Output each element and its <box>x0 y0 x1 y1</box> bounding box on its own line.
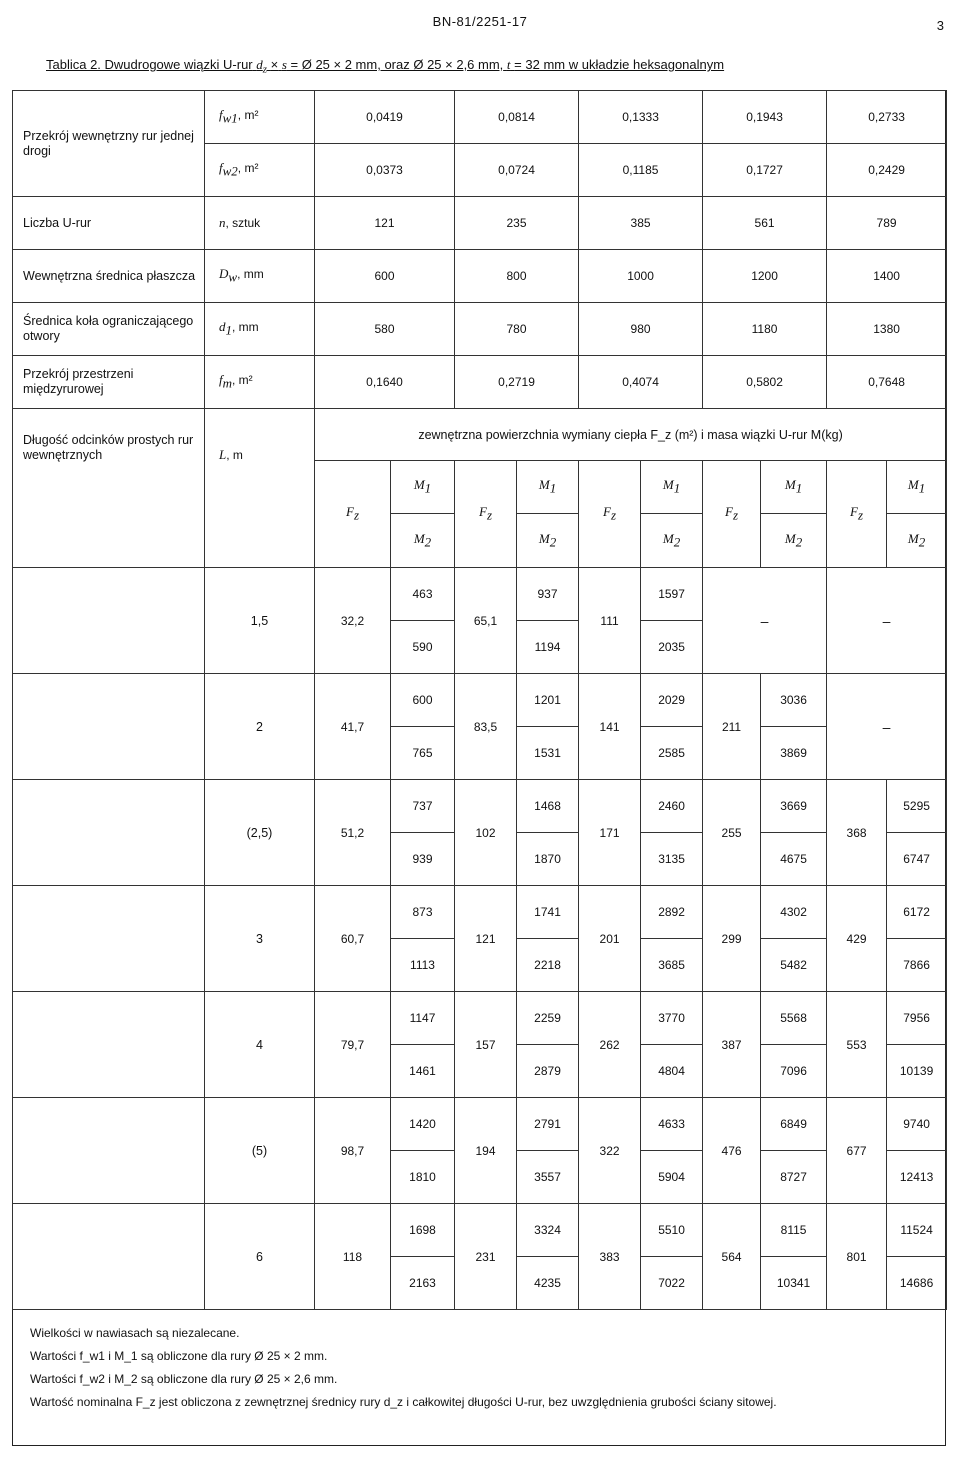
symbol-L: L, m <box>205 409 315 568</box>
d1-value: 1180 <box>703 303 827 356</box>
m1-value: 5568 <box>761 992 827 1045</box>
m1-value: 5510 <box>641 1204 703 1257</box>
length-value: 6 <box>205 1204 315 1310</box>
symbol-fm: $f_m$, m² <box>205 356 315 409</box>
header-m2: $M_2$ <box>517 514 579 568</box>
m2-value: 4675 <box>761 833 827 886</box>
length-row-spacer <box>13 1098 205 1204</box>
fz-value: 98,7 <box>315 1098 391 1204</box>
fw1-value: 0,1943 <box>703 91 827 144</box>
caption-dz: d <box>256 57 263 72</box>
m1-value: 1741 <box>517 886 579 939</box>
fm-value: 0,2719 <box>455 356 579 409</box>
m2-value: 1194 <box>517 621 579 674</box>
document-code: BN-81/2251-17 <box>432 14 528 29</box>
m2-value: 8727 <box>761 1151 827 1204</box>
m1-value: 2259 <box>517 992 579 1045</box>
header-fz: $F_z$ <box>579 461 641 568</box>
m1-value: 7956 <box>887 992 947 1045</box>
empty-group-dash: – <box>827 568 947 674</box>
n-value: 561 <box>703 197 827 250</box>
caption-dims: = Ø 25 × 2 mm, oraz Ø 25 × 2,6 mm, <box>290 57 504 72</box>
m1-value: 1147 <box>391 992 455 1045</box>
fz-value: 383 <box>579 1204 641 1310</box>
m2-value: 2879 <box>517 1045 579 1098</box>
m1-value: 3324 <box>517 1204 579 1257</box>
header-fz: $F_z$ <box>827 461 887 568</box>
note: Wartość nominalna F_z jest obliczona z zewnętrznej średnicy rury d_z i całkowitej długości U-rur, bez uwzględnienia grubości ściany sitowej. <box>30 1395 777 1409</box>
m2-value: 6747 <box>887 833 947 886</box>
m2-value: 3869 <box>761 727 827 780</box>
m1-value: 1420 <box>391 1098 455 1151</box>
fm-value: 0,1640 <box>315 356 455 409</box>
n-value: 121 <box>315 197 455 250</box>
table-caption <box>46 57 724 76</box>
fz-value: 211 <box>703 674 761 780</box>
m1-value: 2791 <box>517 1098 579 1151</box>
caption-dz-sub: z <box>262 63 267 76</box>
length-row-spacer <box>13 1204 205 1310</box>
footnotes <box>30 1322 930 1414</box>
label-dw: Wewnętrzna średnica płaszcza <box>13 250 205 303</box>
fz-value: 65,1 <box>455 568 517 674</box>
m1-value: 6849 <box>761 1098 827 1151</box>
m1-value: 9740 <box>887 1098 947 1151</box>
m1-value: 6172 <box>887 886 947 939</box>
fm-value: 0,5802 <box>703 356 827 409</box>
m2-value: 3557 <box>517 1151 579 1204</box>
length-row-spacer <box>13 568 205 674</box>
m2-value: 1810 <box>391 1151 455 1204</box>
m1-value: 4633 <box>641 1098 703 1151</box>
m2-value: 3135 <box>641 833 703 886</box>
m2-value: 590 <box>391 621 455 674</box>
m1-value: 5295 <box>887 780 947 833</box>
length-row-spacer <box>13 674 205 780</box>
n-value: 385 <box>579 197 703 250</box>
header-fz: $F_z$ <box>703 461 761 568</box>
m2-value: 10341 <box>761 1257 827 1310</box>
caption-prefix: Tablica 2. Dwudrogowe wiązki U-rur <box>46 57 253 72</box>
label-przekroj: Przekrój wewnętrzny rur jednej drogi <box>13 91 205 197</box>
fz-value: 102 <box>455 780 517 886</box>
m2-value: 3685 <box>641 939 703 992</box>
label-length: Długość odcinków prostych rur wewnętrznych <box>13 409 205 568</box>
fz-value: 387 <box>703 992 761 1098</box>
d1-value: 980 <box>579 303 703 356</box>
m1-value: 2892 <box>641 886 703 939</box>
m2-value: 12413 <box>887 1151 947 1204</box>
note: Wartości f_w2 i M_2 są obliczone dla rury Ø 25 × 2,6 mm. <box>30 1372 338 1386</box>
fz-value: 51,2 <box>315 780 391 886</box>
length-value: 3 <box>205 886 315 992</box>
fz-value: 201 <box>579 886 641 992</box>
m2-value: 7022 <box>641 1257 703 1310</box>
header-m1: $M_1$ <box>887 461 947 514</box>
fm-value: 0,4074 <box>579 356 703 409</box>
fz-value: 429 <box>827 886 887 992</box>
length-value: (5) <box>205 1098 315 1204</box>
m1-value: 4302 <box>761 886 827 939</box>
m2-value: 1531 <box>517 727 579 780</box>
length-row-spacer <box>13 780 205 886</box>
m2-value: 4804 <box>641 1045 703 1098</box>
m2-value: 2585 <box>641 727 703 780</box>
length-value: 2 <box>205 674 315 780</box>
m1-value: 463 <box>391 568 455 621</box>
header-m2: $M_2$ <box>887 514 947 568</box>
span-title: zewnętrzna powierzchnia wymiany ciepła F_z (m²) i masa wiązki U-rur M(kg) <box>315 409 947 461</box>
fw2-value: 0,0373 <box>315 144 455 197</box>
fz-value: 111 <box>579 568 641 674</box>
note: Wielkości w nawiasach są niezalecane. <box>30 1326 240 1340</box>
length-row-spacer <box>13 992 205 1098</box>
symbol-fw1: $f_{w1}$, m² <box>205 91 315 144</box>
fw2-value: 0,2429 <box>827 144 947 197</box>
m2-value: 1113 <box>391 939 455 992</box>
fz-value: 157 <box>455 992 517 1098</box>
header-m1: $M_1$ <box>391 461 455 514</box>
m2-value: 7866 <box>887 939 947 992</box>
m1-value: 3036 <box>761 674 827 727</box>
m2-value: 10139 <box>887 1045 947 1098</box>
dw-value: 1000 <box>579 250 703 303</box>
fw2-value: 0,1727 <box>703 144 827 197</box>
header-m2: $M_2$ <box>761 514 827 568</box>
m1-value: 1201 <box>517 674 579 727</box>
m2-value: 765 <box>391 727 455 780</box>
fw1-value: 0,0814 <box>455 91 579 144</box>
label-liczba: Liczba U-rur <box>13 197 205 250</box>
m2-value: 4235 <box>517 1257 579 1310</box>
m2-value: 939 <box>391 833 455 886</box>
dw-value: 600 <box>315 250 455 303</box>
dw-value: 1400 <box>827 250 947 303</box>
header-m1: $M_1$ <box>517 461 579 514</box>
caption-suffix: = 32 mm w układzie heksagonalnym <box>514 57 725 72</box>
fw1-value: 0,1333 <box>579 91 703 144</box>
empty-group-dash: – <box>703 568 827 674</box>
fz-value: 32,2 <box>315 568 391 674</box>
page-number: 3 <box>936 18 944 33</box>
caption-s: s <box>281 57 287 72</box>
m2-value: 2163 <box>391 1257 455 1310</box>
fz-value: 299 <box>703 886 761 992</box>
m2-value: 5482 <box>761 939 827 992</box>
label-fm: Przekrój przestrzeni międzyrurowej <box>13 356 205 409</box>
dw-value: 1200 <box>703 250 827 303</box>
length-value: 1,5 <box>205 568 315 674</box>
d1-value: 580 <box>315 303 455 356</box>
header-m1: $M_1$ <box>761 461 827 514</box>
fw2-value: 0,1185 <box>579 144 703 197</box>
m1-value: 737 <box>391 780 455 833</box>
fw1-value: 0,0419 <box>315 91 455 144</box>
dw-value: 800 <box>455 250 579 303</box>
caption-t: t <box>506 57 511 72</box>
header-m2: $M_2$ <box>391 514 455 568</box>
length-value: (2,5) <box>205 780 315 886</box>
note: Wartości f_w1 i M_1 są obliczone dla rury Ø 25 × 2 mm. <box>30 1349 328 1363</box>
header-m2: $M_2$ <box>641 514 703 568</box>
m1-value: 11524 <box>887 1204 947 1257</box>
m1-value: 8115 <box>761 1204 827 1257</box>
symbol-n: n, sztuk <box>205 197 315 250</box>
length-row-spacer <box>13 886 205 992</box>
fz-value: 553 <box>827 992 887 1098</box>
m2-value: 1461 <box>391 1045 455 1098</box>
fz-value: 41,7 <box>315 674 391 780</box>
header-fz: $F_z$ <box>315 461 391 568</box>
symbol-fw2: $f_{w2}$, m² <box>205 144 315 197</box>
d1-value: 780 <box>455 303 579 356</box>
fz-value: 121 <box>455 886 517 992</box>
m1-value: 2460 <box>641 780 703 833</box>
header-m1: $M_1$ <box>641 461 703 514</box>
m2-value: 2035 <box>641 621 703 674</box>
fw1-value: 0,2733 <box>827 91 947 144</box>
empty-group-dash: – <box>827 674 947 780</box>
m1-value: 600 <box>391 674 455 727</box>
header-fz: $F_z$ <box>455 461 517 568</box>
fz-value: 368 <box>827 780 887 886</box>
fz-value: 262 <box>579 992 641 1098</box>
fz-value: 141 <box>579 674 641 780</box>
n-value: 789 <box>827 197 947 250</box>
m1-value: 1468 <box>517 780 579 833</box>
fz-value: 255 <box>703 780 761 886</box>
fz-value: 118 <box>315 1204 391 1310</box>
length-value: 4 <box>205 992 315 1098</box>
symbol-d1: $d_1$, mm <box>205 303 315 356</box>
m1-value: 1597 <box>641 568 703 621</box>
m2-value: 2218 <box>517 939 579 992</box>
m1-value: 2029 <box>641 674 703 727</box>
m2-value: 5904 <box>641 1151 703 1204</box>
m1-value: 937 <box>517 568 579 621</box>
label-d1: Średnica koła ograniczającego otwory <box>13 303 205 356</box>
fz-value: 83,5 <box>455 674 517 780</box>
fz-value: 79,7 <box>315 992 391 1098</box>
fz-value: 564 <box>703 1204 761 1310</box>
d1-value: 1380 <box>827 303 947 356</box>
m1-value: 3669 <box>761 780 827 833</box>
m2-value: 14686 <box>887 1257 947 1310</box>
fz-value: 60,7 <box>315 886 391 992</box>
fz-value: 231 <box>455 1204 517 1310</box>
m1-value: 873 <box>391 886 455 939</box>
m1-value: 3770 <box>641 992 703 1045</box>
m2-value: 7096 <box>761 1045 827 1098</box>
fz-value: 476 <box>703 1098 761 1204</box>
fz-value: 677 <box>827 1098 887 1204</box>
fz-value: 801 <box>827 1204 887 1310</box>
m2-value: 1870 <box>517 833 579 886</box>
symbol-dw: $D_w$, mm <box>205 250 315 303</box>
n-value: 235 <box>455 197 579 250</box>
fz-value: 322 <box>579 1098 641 1204</box>
fm-value: 0,7648 <box>827 356 947 409</box>
m1-value: 1698 <box>391 1204 455 1257</box>
caption-cross: × <box>270 57 279 72</box>
fz-value: 194 <box>455 1098 517 1204</box>
fw2-value: 0,0724 <box>455 144 579 197</box>
data-table <box>12 90 947 1310</box>
fz-value: 171 <box>579 780 641 886</box>
